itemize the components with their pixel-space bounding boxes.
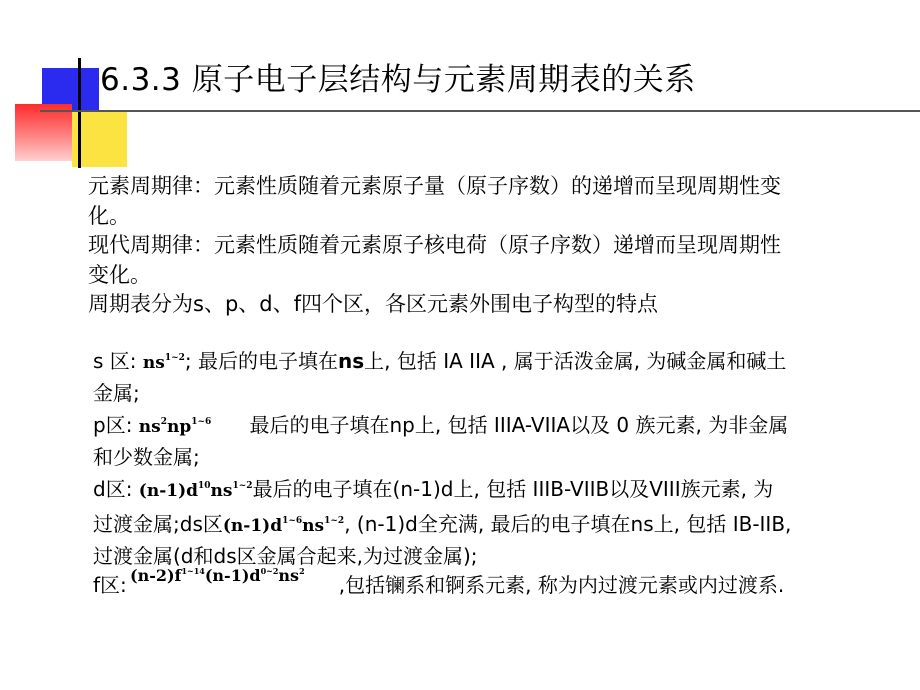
- slide-title: 6.3.3 原子电子层结构与元素周期表的关系: [100, 62, 696, 98]
- blocks-intro-paragraph: 周期表分为s、p、d、f四个区，各区元素外围电子构型的特点: [88, 292, 658, 316]
- p-block-formula: $ns^2np^{1\sim 6}$: [138, 417, 212, 438]
- ds-block-text: , (n-1)d全充满, 最后的电子填在ns上, 包括 IB-IIB, 过渡金属(d和ds区金属合起来,为过渡金属);: [93, 511, 792, 568]
- s-block-label: s 区:: [93, 349, 137, 373]
- f-block-formula: $(n-2)f^{1\sim 14}(n-1)d^{0\sim 2}ns^2$: [130, 566, 305, 585]
- s-block-formula: $ns^{1\sim 2}$: [142, 353, 185, 373]
- p-block-label: p区:: [93, 413, 133, 438]
- title-underline: [40, 110, 920, 112]
- decor-red-square: [15, 104, 72, 161]
- f-block-text: ,包括镧系和锕系元素, 称为内过渡元素或内过渡系.: [338, 573, 785, 598]
- s-block-paragraph: [93, 349, 786, 405]
- s-block-text-b: 上, 包括 IA IIA , 属于活泼金属, 为碱金属和碱土金属;: [93, 349, 787, 405]
- periodic-law-paragraph: 元素周期律：元素性质随着元素原子量（原子序数）的递增而呈现周期性变化。: [88, 174, 781, 228]
- d-block-label: d区:: [93, 477, 133, 502]
- s-block-text-a: ; 最后的电子填在: [184, 349, 338, 373]
- ds-block-formula: $(n-1)d^{1\sim 6}ns^{1\sim 2}$: [222, 515, 345, 536]
- intro-text: [88, 172, 788, 320]
- d-block-formula: $(n-1)d^{10}ns^{1\sim 2}$: [138, 481, 253, 502]
- d-block-text: 最后的电子填在(n-1)d上, 包括 IIIB-VIIB以及VIII族元素, 为过渡金属;: [93, 477, 774, 536]
- modern-periodic-law-paragraph: 现代周期律：元素性质随着元素原子核电荷（原子序数）递增而呈现周期性变化。: [88, 233, 781, 287]
- decor-vertical-line: [78, 58, 81, 168]
- s-block-ns: ns: [338, 349, 365, 373]
- f-block-label: f区:: [93, 573, 127, 598]
- d-block-paragraph: [93, 477, 791, 567]
- p-block-text: 最后的电子填在np上, 包括 IIIA-VIIA以及 0 族元素, 为非金属和少数金属;: [93, 413, 789, 469]
- ds-block-label: ds区: [179, 511, 223, 536]
- p-block-paragraph: [93, 413, 788, 469]
